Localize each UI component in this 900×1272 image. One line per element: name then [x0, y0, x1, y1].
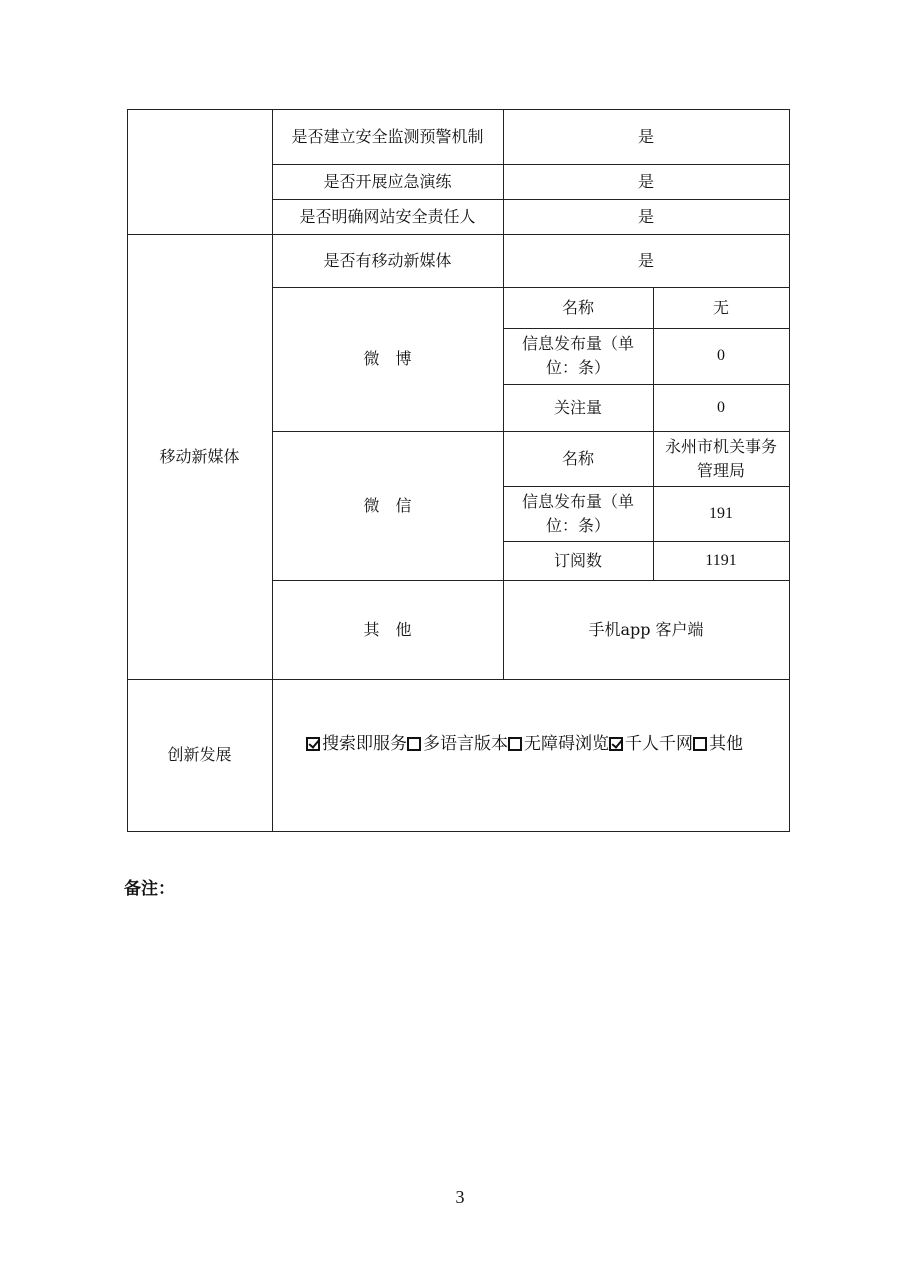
innovation-option-label: 搜索即服务: [322, 734, 407, 754]
has-mobile-question: 是否有移动新媒体: [323, 250, 452, 270]
weixin-name-value: 永州市机关事务管理局: [664, 436, 777, 480]
page-number: 3: [455, 1187, 465, 1207]
innovation-label: 创新发展: [167, 745, 232, 764]
weixin-posts-value: 191: [709, 504, 733, 522]
checkbox-unchecked-icon[interactable]: [693, 737, 707, 751]
weixin-posts-key: 信息发布量（单位：条）: [521, 491, 634, 535]
checkbox-checked-icon[interactable]: [306, 737, 320, 751]
responsible-answer: 是: [637, 206, 654, 226]
innovation-option-label: 无障碍浏览: [524, 734, 609, 754]
weibo-posts-value: 0: [717, 347, 725, 364]
drill-question: 是否开展应急演练: [323, 171, 452, 191]
weibo-follow-value: 0: [717, 398, 725, 416]
checkbox-unchecked-icon[interactable]: [508, 737, 522, 751]
innovation-option-label: 其他: [709, 734, 743, 754]
weixin-name-key: 名称: [561, 448, 594, 468]
innovation-option-label: 千人千网: [625, 734, 693, 754]
innovation-option-label: 多语言版本: [423, 734, 508, 754]
drill-answer: 是: [637, 171, 654, 191]
weibo-label: 微 博: [363, 349, 412, 368]
responsible-question: 是否明确网站安全责任人: [299, 206, 476, 226]
weixin-label: 微 信: [363, 495, 412, 515]
note-label: 备注：: [124, 879, 175, 899]
checkbox-unchecked-icon[interactable]: [407, 737, 421, 751]
weibo-name-key: 名称: [561, 297, 594, 317]
has-mobile-answer: 是: [637, 250, 654, 270]
weibo-name-value: 无: [712, 297, 729, 317]
checkbox-checked-icon[interactable]: [609, 737, 623, 751]
other-label: 其 他: [363, 619, 412, 639]
weibo-follow-key: 关注量: [553, 397, 602, 417]
other-value: 手机app 客户端: [588, 619, 704, 639]
mobile-section-label: 移动新媒体: [159, 446, 240, 466]
weibo-posts-key: 信息发布量（单位：条）: [521, 334, 634, 377]
monitoring-answer: 是: [637, 126, 654, 146]
weixin-sub-value: 1191: [705, 551, 737, 569]
weixin-sub-key: 订阅数: [553, 550, 602, 570]
innovation-options: [272, 679, 789, 809]
monitoring-question: 是否建立安全监测预警机制: [291, 126, 484, 146]
